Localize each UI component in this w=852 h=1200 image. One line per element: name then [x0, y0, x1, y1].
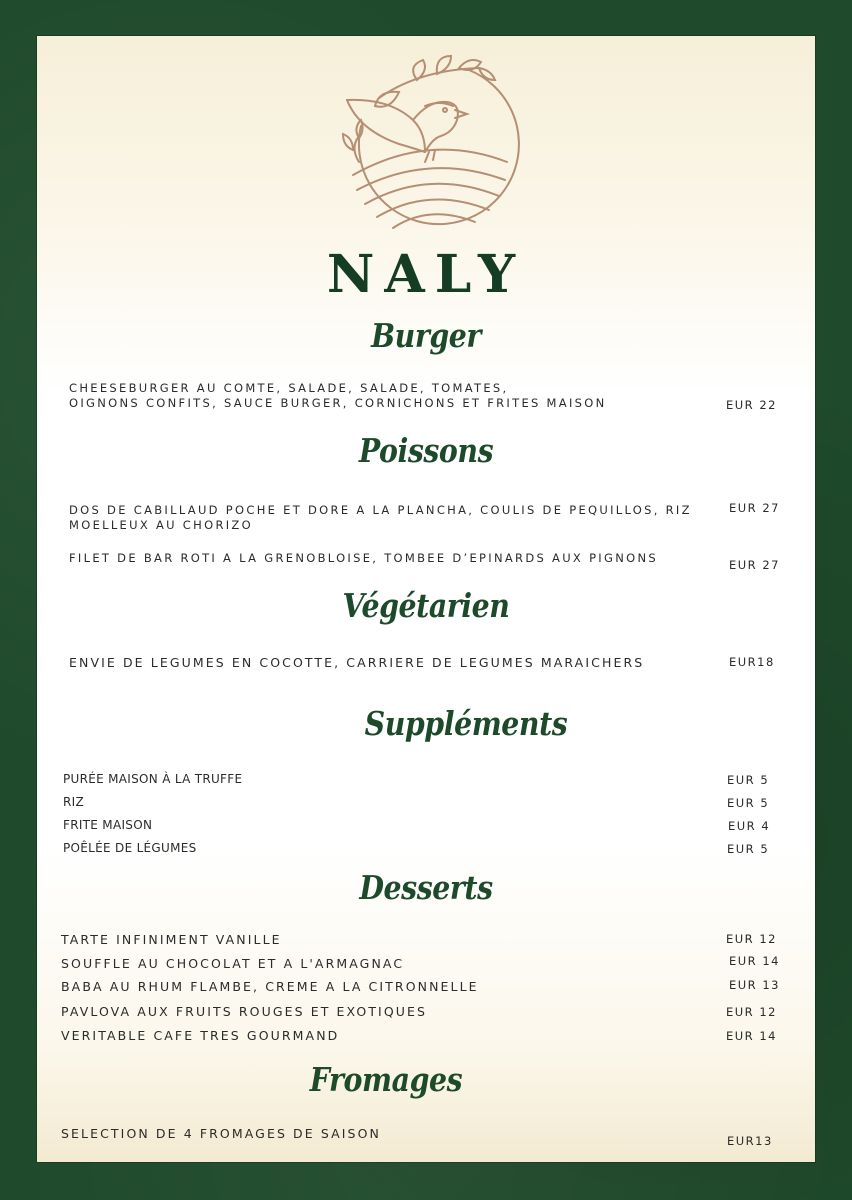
- item-price: EUR 13: [729, 978, 780, 992]
- menu-item: RIZ: [63, 795, 84, 809]
- item-price: EUR18: [729, 655, 775, 669]
- section-title-desserts: Desserts: [359, 868, 493, 907]
- item-price: EUR 27: [729, 558, 780, 572]
- menu-item: FRITE MAISON: [63, 818, 153, 832]
- menu-item: VERITABLE CAFE TRES GOURMAND: [61, 1028, 340, 1043]
- item-price: EUR 12: [726, 932, 777, 946]
- item-price: EUR 5: [727, 842, 770, 856]
- menu-item: SOUFFLE AU CHOCOLAT ET A L'ARMAGNAC: [61, 956, 405, 971]
- section-title-fromages: Fromages: [309, 1060, 463, 1099]
- item-price: EUR 4: [728, 819, 771, 833]
- item-price: EUR 14: [726, 1029, 777, 1043]
- item-price: EUR 5: [727, 773, 770, 787]
- menu-item: PURÉE MAISON À LA TRUFFE: [63, 772, 243, 786]
- item-price: EUR13: [727, 1134, 773, 1148]
- menu-sheet: [37, 36, 815, 1162]
- item-price: EUR 22: [726, 398, 777, 412]
- menu-item: CHEESEBURGER AU COMTE, SALADE, SALADE, TOMATES, OIGNONS CONFITS, SAUCE BURGER, CORNICHONS ET FRITES MAISON: [69, 381, 607, 410]
- section-title-poissons: Poissons: [358, 431, 494, 470]
- menu-item: ENVIE DE LEGUMES EN COCOTTE, CARRIERE DE LEGUMES MARAICHERS: [69, 655, 645, 670]
- section-title-vegetarien: Végétarien: [342, 586, 510, 625]
- menu-item: POÊLÉE DE LÉGUMES: [63, 841, 197, 855]
- item-price: EUR 5: [727, 796, 770, 810]
- bird-on-hills-logo-icon: [329, 40, 529, 240]
- section-title-burger: Burger: [371, 316, 481, 355]
- item-price: EUR 14: [729, 954, 780, 968]
- section-title-supplements: Suppléments: [364, 704, 568, 743]
- menu-item: PAVLOVA AUX FRUITS ROUGES ET EXOTIQUES: [61, 1004, 428, 1019]
- menu-item: TARTE INFINIMENT VANILLE: [61, 932, 282, 947]
- item-price: EUR 12: [726, 1005, 777, 1019]
- menu-item: SELECTION DE 4 FROMAGES DE SAISON: [61, 1126, 381, 1141]
- menu-item: FILET DE BAR ROTI A LA GRENOBLOISE, TOMBEE D’EPINARDS AUX PIGNONS: [69, 551, 658, 565]
- brand-name: NALY: [326, 244, 526, 305]
- menu-item: BABA AU RHUM FLAMBE, CREME A LA CITRONNELLE: [61, 979, 479, 994]
- item-price: EUR 27: [729, 501, 780, 515]
- menu-item: DOS DE CABILLAUD POCHE ET DORE A LA PLANCHA, COULIS DE PEQUILLOS, RIZ MOELLEUX AU CHORIZO: [69, 503, 692, 532]
